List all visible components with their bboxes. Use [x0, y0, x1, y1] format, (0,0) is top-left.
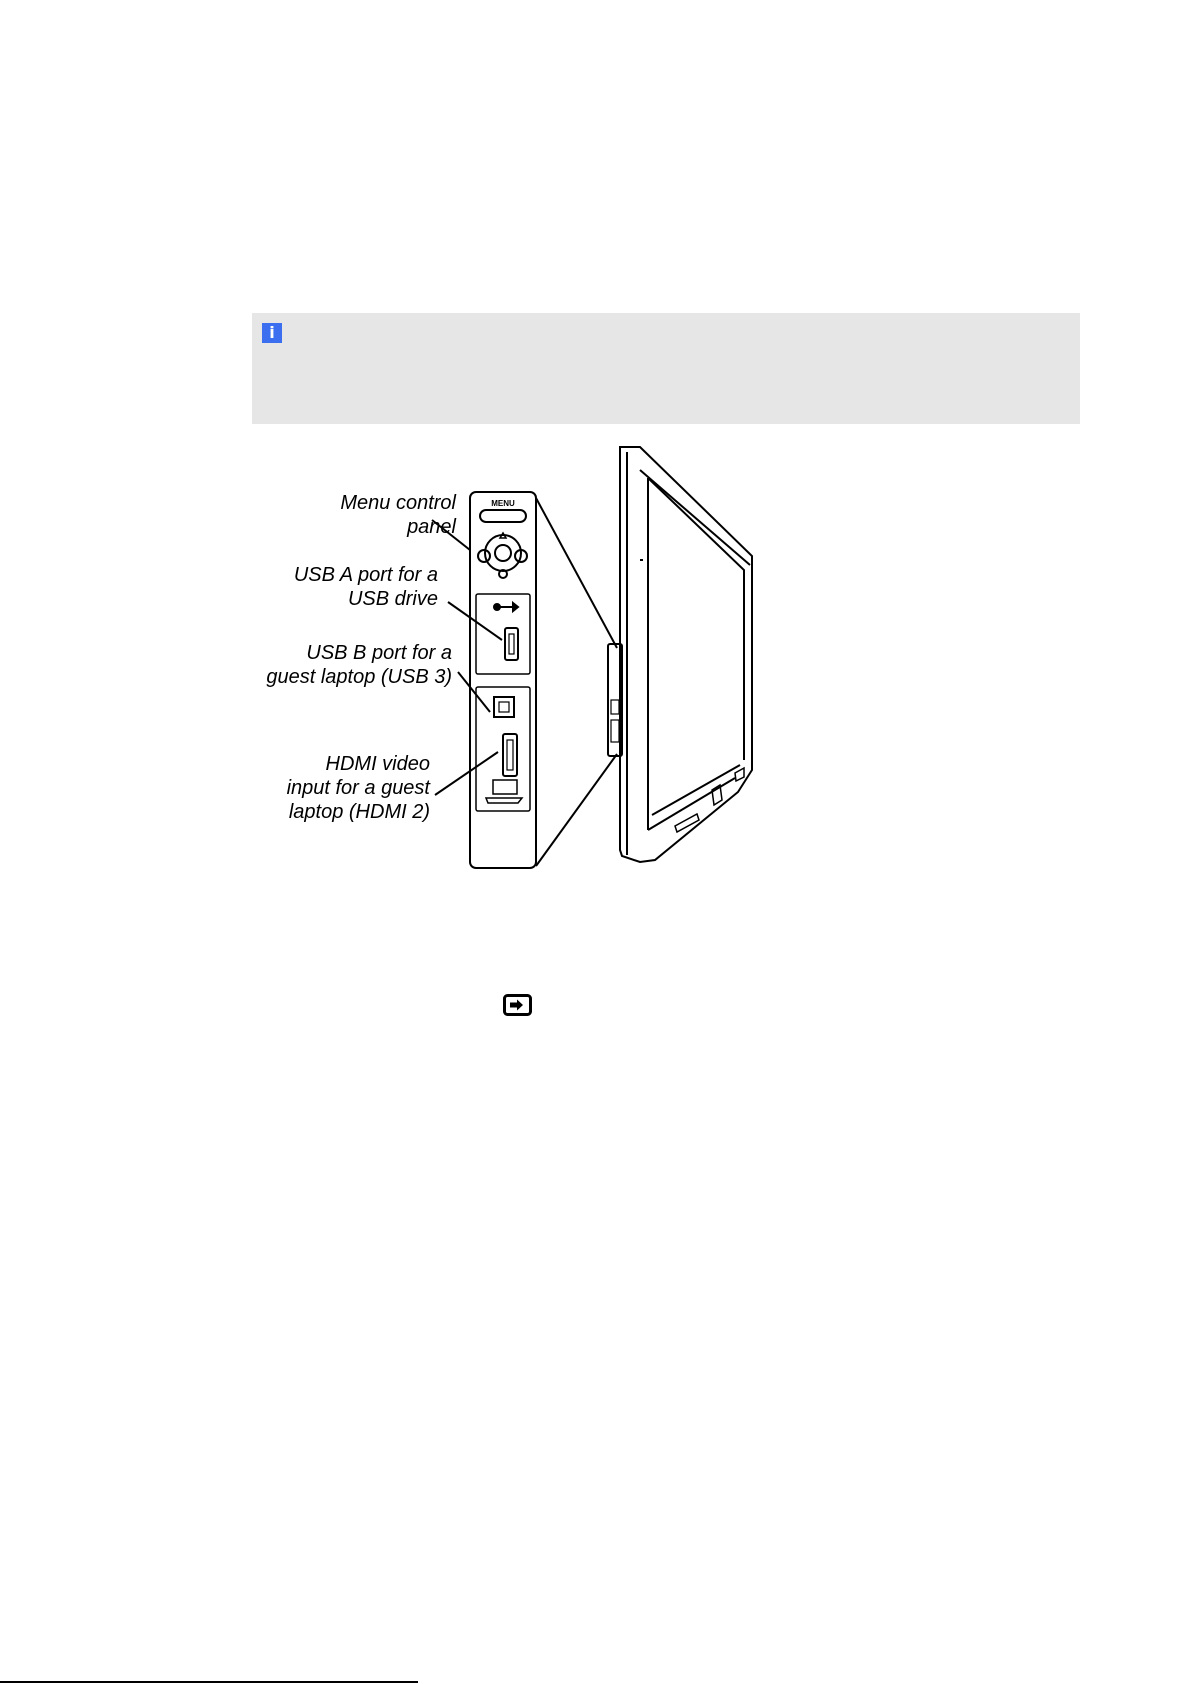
panel-menu-label: MENU — [491, 499, 515, 508]
info-icon: i — [262, 323, 282, 343]
footer-rule — [0, 1681, 418, 1683]
callout-usb-b-port: USB B port for a guest laptop (USB 3) — [266, 642, 452, 688]
input-source-icon — [503, 994, 532, 1016]
callout-menu-control-panel: Menu control panel — [340, 492, 456, 538]
callout-hdmi-input: HDMI video input for a guest laptop (HDMI 2) — [286, 753, 430, 823]
callout-usb-a-port: USB A port for a USB drive — [293, 564, 438, 610]
